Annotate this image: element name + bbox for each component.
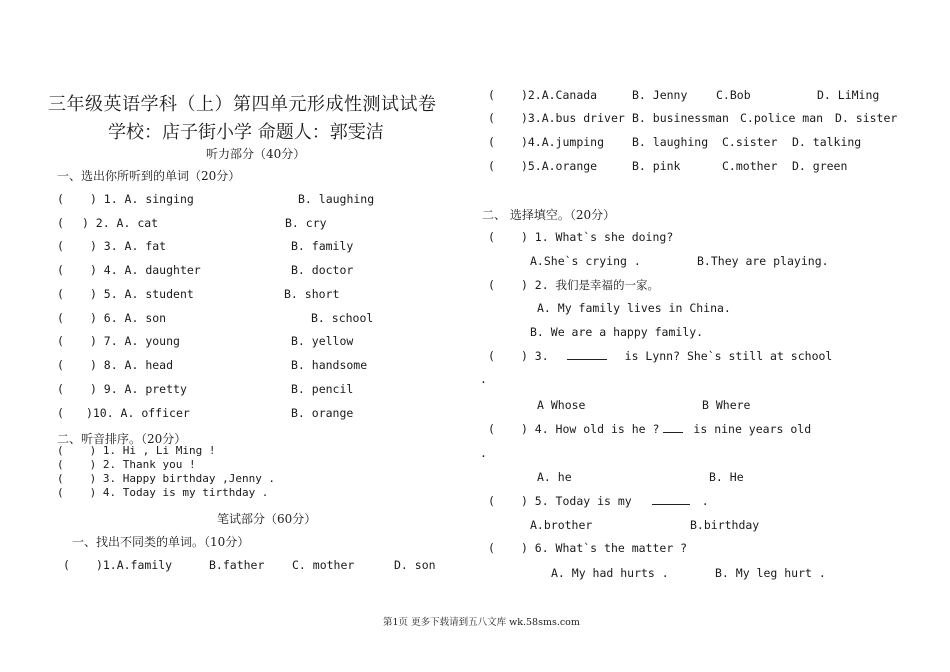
question-row: ( )3.A.bus driver bbox=[488, 111, 625, 125]
question-row: ( ) 6. A. son bbox=[57, 311, 167, 325]
question-row: ( )2.A.Canada bbox=[488, 88, 598, 102]
option-b: B. We are a happy family. bbox=[530, 325, 704, 339]
question-row: ( ) 1. What`s she doing? bbox=[488, 230, 674, 244]
writing-section-1-title: 一、找出不同类的单词。（10分） bbox=[72, 535, 250, 549]
option-c: C.mother bbox=[722, 159, 778, 173]
option-c: C.Bob bbox=[716, 88, 751, 102]
option-b: B. orange bbox=[291, 406, 354, 420]
option-b: B. school bbox=[311, 311, 374, 325]
option-c: C.sister bbox=[722, 135, 778, 149]
option-a: A. My had hurts . bbox=[551, 566, 669, 580]
question-row: ( ) 5. Today is my . bbox=[488, 494, 709, 508]
answer-blank[interactable] bbox=[567, 359, 607, 360]
question-row: ( ) 7. A. young bbox=[57, 334, 180, 348]
ordering-row: ( ) 3. Happy birthday ,Jenny . bbox=[57, 472, 276, 485]
option-b: B.father bbox=[209, 558, 265, 572]
option-a: A.She`s crying . bbox=[530, 254, 641, 268]
answer-blank[interactable] bbox=[652, 504, 690, 505]
ordering-row: ( ) 4. Today is my tirthday . bbox=[57, 486, 269, 499]
option-b: B. family bbox=[291, 239, 354, 253]
option-b: B. short bbox=[284, 287, 340, 301]
option-d: D. green bbox=[792, 159, 848, 173]
page-footer: 第1页 更多下载请到五八文库 wk.58sms.com bbox=[383, 617, 580, 628]
option-b: B. yellow bbox=[291, 334, 354, 348]
question-row: ( ) 3. is Lynn? She`s still at school bbox=[488, 349, 833, 363]
writing-header: 笔试部分（60分） bbox=[217, 512, 317, 526]
writing-section-2-title: 二、 选择填空。（20分） bbox=[482, 208, 616, 222]
question-row: ( ) 5. A. student bbox=[57, 287, 194, 301]
question-row: ( )10. A. officer bbox=[57, 406, 190, 420]
answer-blank[interactable] bbox=[663, 432, 683, 433]
option-c: C. mother bbox=[292, 558, 355, 572]
option-b: B. pink bbox=[632, 159, 681, 173]
listening-section-2-title: 二、听音排序。（20分） bbox=[57, 432, 187, 446]
option-d: D. talking bbox=[792, 135, 862, 149]
option-c: C.police man bbox=[740, 111, 824, 125]
question-row: ( ) 2. 我们是幸福的一家。 bbox=[488, 278, 660, 292]
listening-header: 听力部分（40分） bbox=[206, 147, 306, 161]
option-b: B.They are playing. bbox=[697, 254, 829, 268]
option-b: B. laughing bbox=[632, 135, 709, 149]
question-row: ( ) 6. What`s the matter ? bbox=[488, 541, 688, 555]
line-dot: . bbox=[480, 446, 487, 460]
option-b: B. doctor bbox=[291, 263, 354, 277]
page-subtitle: 学校：店子街小学 命题人：郭雯洁 bbox=[108, 122, 384, 143]
option-b: B. He bbox=[709, 470, 744, 484]
option-d: D. LiMing bbox=[817, 88, 880, 102]
question-row: ( )4.A.jumping bbox=[488, 135, 605, 149]
page-title: 三年级英语学科（上）第四单元形成性测试试卷 bbox=[48, 94, 437, 115]
question-row: ( ) 3. A. fat bbox=[57, 239, 167, 253]
ordering-row: ( ) 2. Thank you ! bbox=[57, 458, 196, 471]
question-row: ( ) 4. How old is he ? is nine years old bbox=[488, 422, 812, 436]
option-b: B. businessman bbox=[632, 111, 729, 125]
question-row: ( )5.A.orange bbox=[488, 159, 598, 173]
question-row: ( ) 9. A. pretty bbox=[57, 382, 187, 396]
line-dot: . bbox=[480, 372, 487, 386]
question-row: ( ) 4. A. daughter bbox=[57, 263, 201, 277]
option-b: B. cry bbox=[285, 216, 327, 230]
option-b: B. Jenny bbox=[632, 88, 688, 102]
question-row: ( ) 2. A. cat bbox=[57, 216, 159, 230]
option-b: B.birthday bbox=[690, 518, 760, 532]
option-d: D. sister bbox=[835, 111, 898, 125]
option-a: A. he bbox=[537, 470, 572, 484]
option-b: B. handsome bbox=[291, 358, 368, 372]
question-row: ( ) 1. A. singing bbox=[57, 192, 194, 206]
option-d: D. son bbox=[394, 558, 436, 572]
listening-section-1-title: 一、选出你所听到的单词（20分） bbox=[57, 169, 241, 183]
option-b: B. pencil bbox=[291, 382, 354, 396]
question-row: ( ) 8. A. head bbox=[57, 358, 174, 372]
option-b: B Where bbox=[702, 398, 751, 412]
question-row: ( )1.A.family bbox=[63, 558, 173, 572]
option-a: A.brother bbox=[530, 518, 593, 532]
ordering-row: ( ) 1. Hi , Li Ming ! bbox=[57, 444, 216, 457]
option-a: A. My family lives in China. bbox=[537, 301, 731, 315]
option-b: B. laughing bbox=[298, 192, 375, 206]
option-b: B. My leg hurt . bbox=[715, 566, 826, 580]
option-a: A Whose bbox=[537, 398, 586, 412]
